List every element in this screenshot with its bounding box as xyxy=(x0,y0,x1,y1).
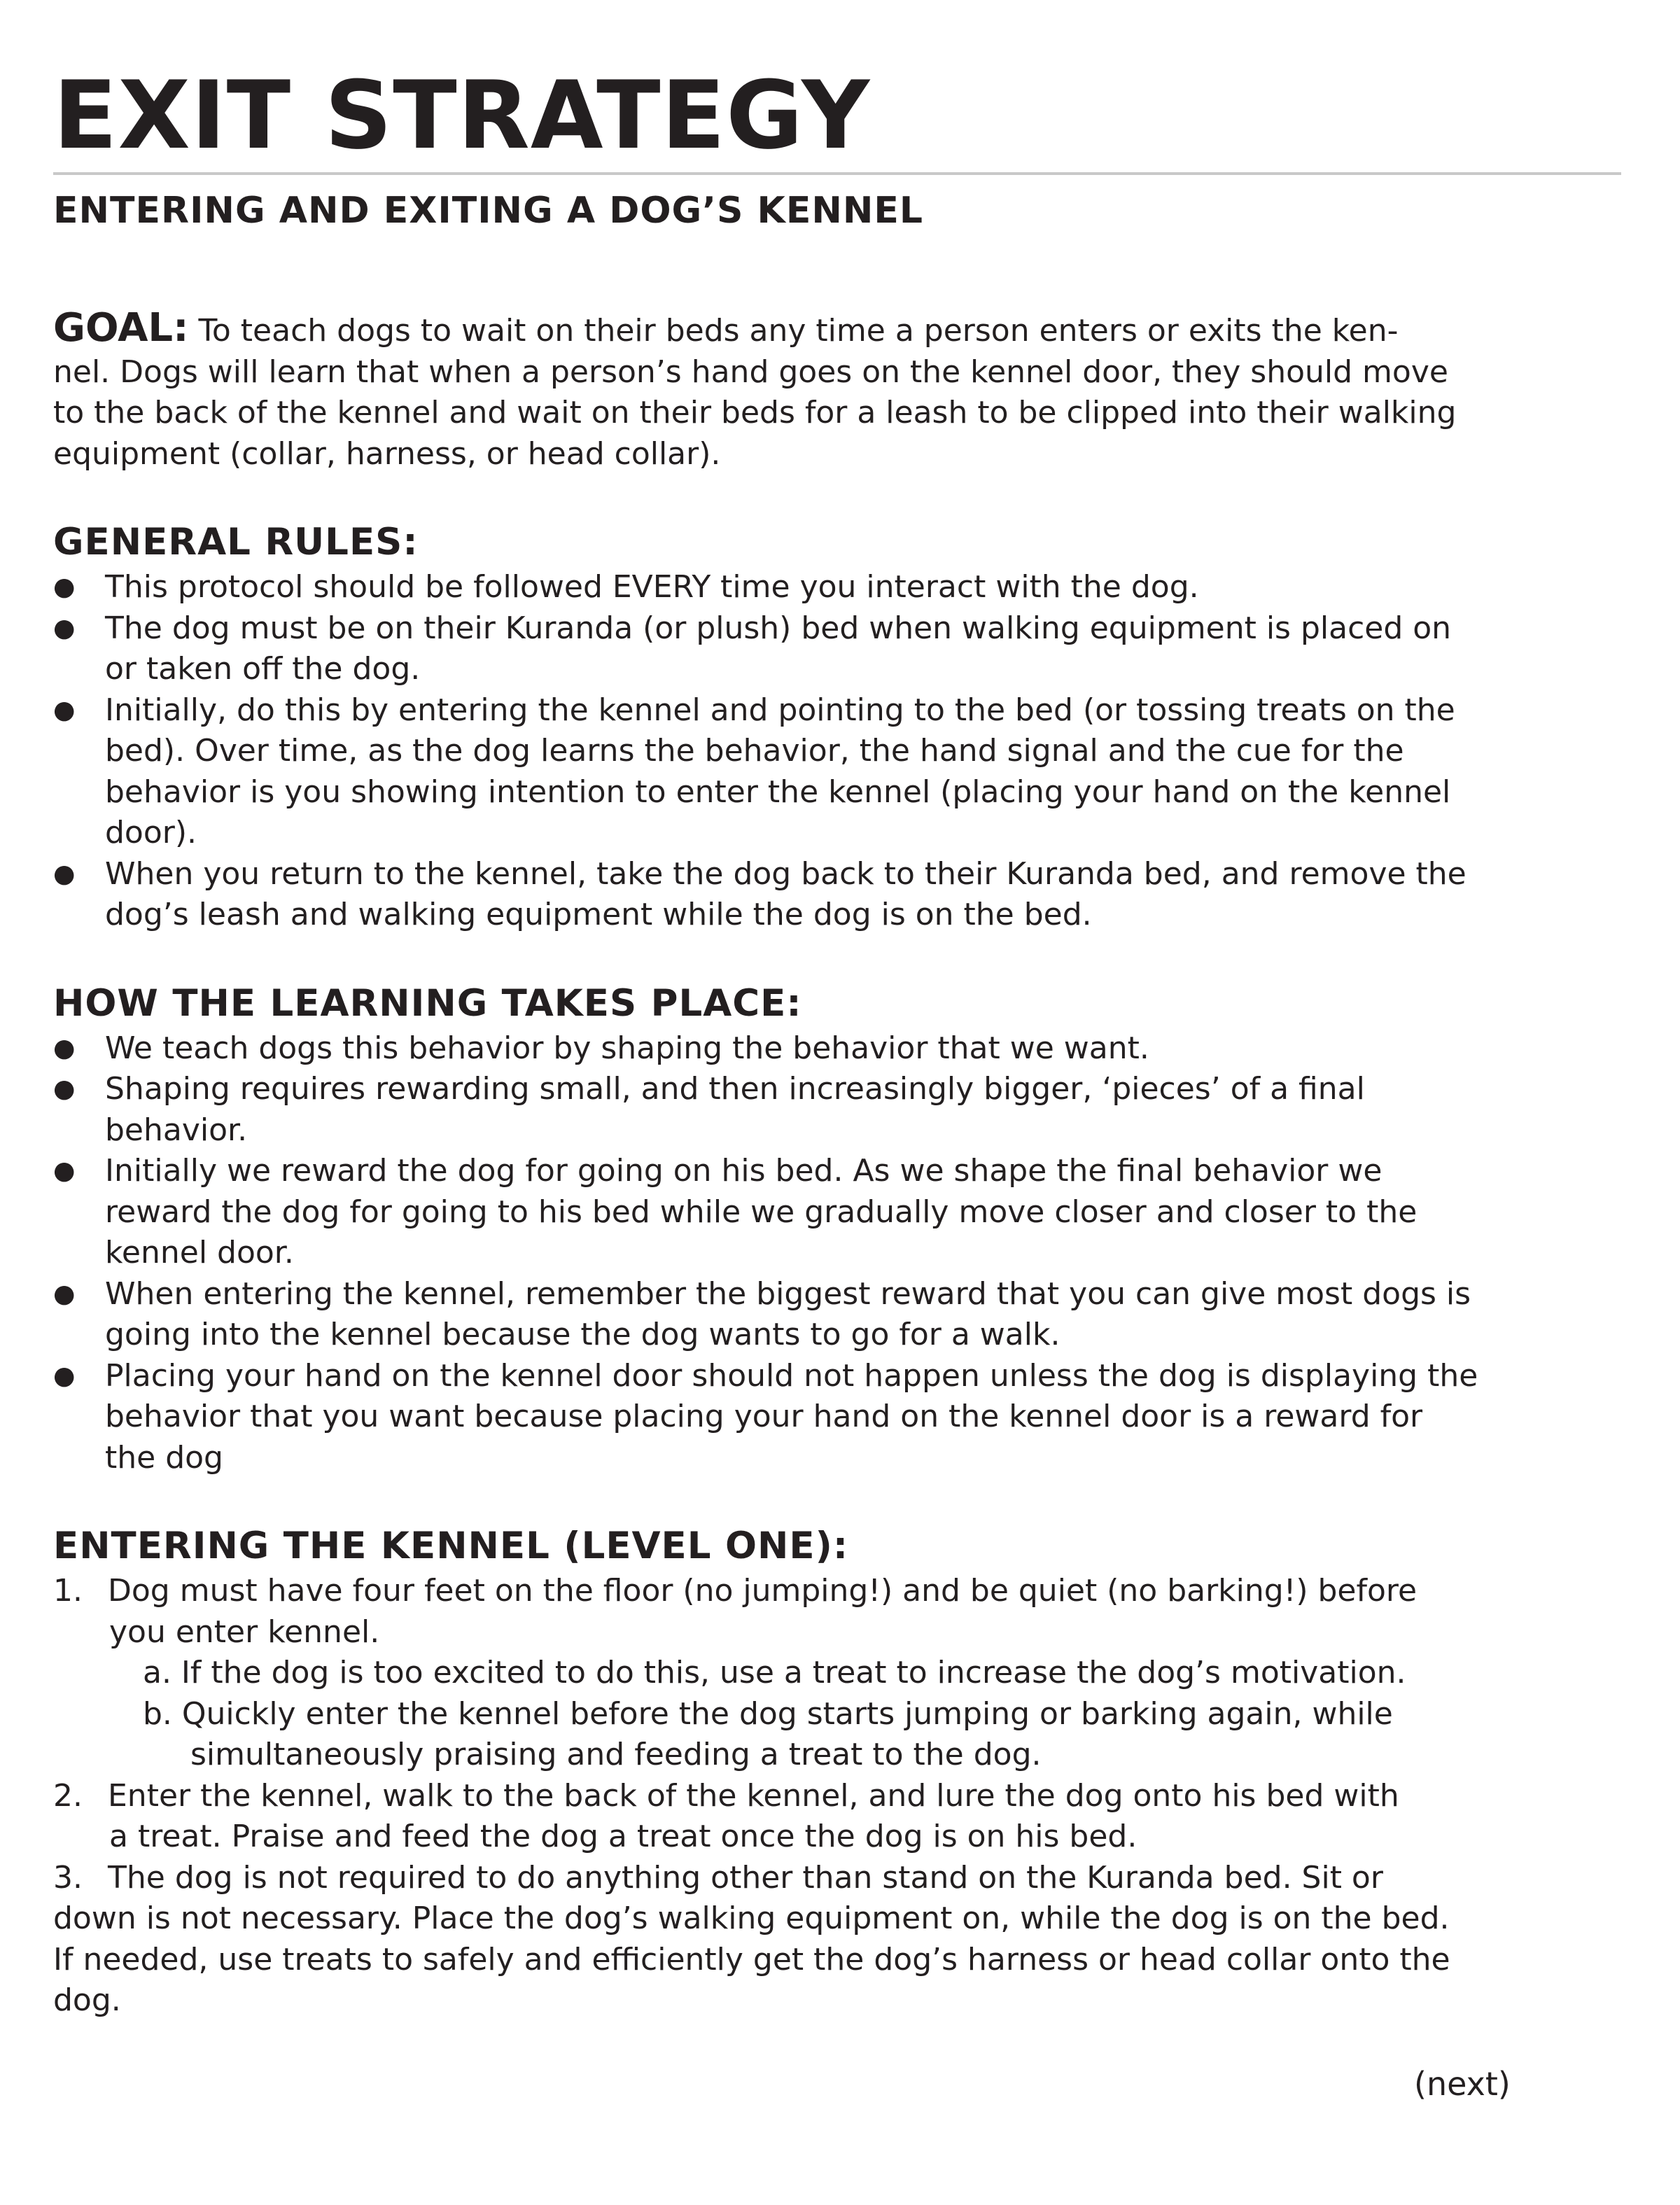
goal-paragraph xyxy=(53,305,1551,475)
step-line: If needed, use treats to safely and efficiently get the dog’s harness or head collar onto the xyxy=(53,1941,1450,1977)
step-number: 2. xyxy=(53,1777,83,1814)
list-item xyxy=(53,690,1551,854)
step-text: Enter the kennel, walk to the back of the kennel, and lure the dog onto his bed with xyxy=(108,1777,1399,1814)
list-item-line: When you return to the kennel, take the dog back to their Kuranda bed, and remove the xyxy=(105,855,1466,892)
step-2 xyxy=(53,1776,1551,1858)
list-item-line: When entering the kennel, remember the biggest reward that you can give most dogs is xyxy=(105,1275,1471,1312)
step-text: Dog must have four feet on the floor (no jumping!) and be quiet (no barking!) before xyxy=(108,1573,1418,1609)
list-item-line: or taken off the dog. xyxy=(105,651,421,687)
list-item xyxy=(53,1356,1551,1479)
document-page xyxy=(53,63,1621,2022)
list-item xyxy=(53,1069,1551,1151)
list-item-line: kennel door. xyxy=(105,1235,294,1270)
bullet-icon: ● xyxy=(53,1074,76,1103)
list-item-line: The dog must be on their Kuranda (or plush) bed when walking equipment is placed on xyxy=(105,610,1452,646)
step-line xyxy=(53,1776,1551,1817)
step-line: down is not necessary. Place the dog’s walking equipment on, while the dog is on the bed. xyxy=(53,1900,1450,1936)
learning-heading: HOW THE LEARNING TAKES PLACE: xyxy=(53,981,802,1025)
bullet-icon: ● xyxy=(53,573,76,601)
list-item-line: We teach dogs this behavior by shaping the behavior that we want. xyxy=(105,1030,1149,1066)
bullet-icon: ● xyxy=(53,613,76,643)
step-line: a treat. Praise and feed the dog a treat once the dog is on his bed. xyxy=(109,1819,1138,1854)
step-number: 1. xyxy=(53,1573,83,1609)
step-1 xyxy=(53,1571,1551,1776)
list-item-line: Initially we reward the dog for going on his bed. As we shape the final behavior we xyxy=(105,1153,1382,1189)
learning-list xyxy=(53,1028,1551,1479)
bullet-icon: ● xyxy=(53,1279,76,1308)
list-item-line: Shaping requires rewarding small, and then increasingly bigger, ‘pieces’ of a final xyxy=(105,1071,1365,1107)
goal-line: equipment (collar, harness, or head collar). xyxy=(53,435,721,472)
step-line: dog. xyxy=(53,1982,121,2018)
general-rules-list xyxy=(53,567,1551,936)
goal-line: to the back of the kennel and wait on their beds for a leash to be clipped into their walking xyxy=(53,395,1457,430)
list-item-line: Initially, do this by entering the kennel and pointing to the bed (or tossing treats on the xyxy=(105,692,1455,728)
bullet-icon: ● xyxy=(53,695,76,724)
list-item-line: the dog xyxy=(105,1439,223,1476)
next-page-label: (next) xyxy=(1414,2065,1511,2103)
list-item-line: bed). Over time, as the dog learns the behavior, the hand signal and the cue for the xyxy=(105,733,1404,769)
list-item-line: behavior that you want because placing your hand on the kennel door is a reward for xyxy=(105,1399,1423,1434)
list-item-line: This protocol should be followed EVERY time you interact with the dog. xyxy=(105,569,1199,605)
title-divider xyxy=(53,172,1621,175)
goal-line: nel. Dogs will learn that when a person’s hand goes on the kennel door, they should move xyxy=(53,354,1448,390)
list-item-line: behavior is you showing intention to enter the kennel (placing your hand on the kennel xyxy=(105,774,1451,810)
step-line: you enter kennel. xyxy=(109,1614,380,1650)
substep-a: a. If the dog is too excited to do this, use a treat to increase the dog’s motivation. xyxy=(143,1655,1406,1690)
page-title: EXIT STRATEGY xyxy=(53,61,871,170)
entering-steps xyxy=(53,1571,1551,2022)
step-line xyxy=(53,1858,1551,1899)
list-item xyxy=(53,854,1551,936)
list-item-line: door). xyxy=(105,815,197,850)
list-item xyxy=(53,608,1551,690)
goal-label: GOAL: xyxy=(53,305,189,351)
general-rules-heading: GENERAL RULES: xyxy=(53,521,419,564)
list-item xyxy=(53,1151,1551,1274)
bullet-icon: ● xyxy=(53,1156,76,1185)
goal-line xyxy=(53,305,1551,352)
bullet-icon: ● xyxy=(53,1033,76,1063)
substep-b-continued: simultaneously praising and feeding a treat to the dog. xyxy=(190,1737,1042,1772)
step-3 xyxy=(53,1858,1551,2022)
list-item xyxy=(53,1274,1551,1356)
list-item-line: going into the kennel because the dog wants to go for a walk. xyxy=(105,1317,1060,1352)
list-item-line: reward the dog for going to his bed while we gradually move closer and closer to the xyxy=(105,1194,1418,1230)
entering-heading: ENTERING THE KENNEL (LEVEL ONE): xyxy=(53,1525,849,1567)
step-text: The dog is not required to do anything other than stand on the Kuranda bed. Sit or xyxy=(108,1859,1383,1896)
list-item-line: Placing your hand on the kennel door should not happen unless the dog is displaying the xyxy=(105,1357,1478,1394)
list-item-line: behavior. xyxy=(105,1112,248,1148)
page-subtitle: ENTERING AND EXITING A DOG’S KENNEL xyxy=(53,190,924,232)
substep-b: b. Quickly enter the kennel before the dog starts jumping or barking again, while xyxy=(143,1695,1393,1732)
bullet-icon: ● xyxy=(53,1361,76,1390)
bullet-icon: ● xyxy=(53,859,76,888)
goal-text: To teach dogs to wait on their beds any time a person enters or exits the ken- xyxy=(198,313,1399,349)
step-number: 3. xyxy=(53,1859,83,1896)
list-item-line: dog’s leash and walking equipment while the dog is on the bed. xyxy=(105,897,1092,932)
list-item xyxy=(53,567,1551,608)
step-line xyxy=(53,1571,1551,1612)
list-item xyxy=(53,1028,1551,1070)
